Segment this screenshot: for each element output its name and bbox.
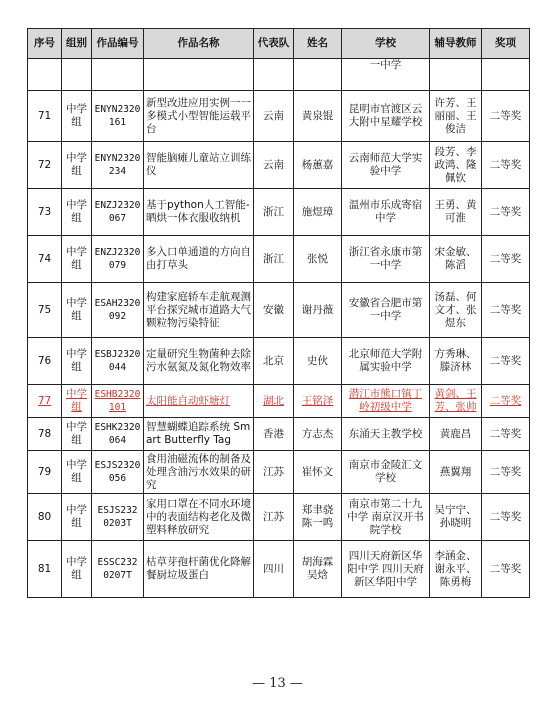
table-row [28, 385, 530, 418]
cell-code: ESJS232 0203T [92, 494, 144, 541]
cell-name: 胡海霖 吴焓 [294, 541, 342, 598]
cell-award: 二等奖 [482, 338, 530, 385]
cell-school: 云南师范大学实验中学 [342, 142, 430, 189]
table-row [28, 189, 530, 236]
cell-title: 多入口单通道的方向自由打草头 [144, 236, 254, 283]
cell-title: 智慧蝴蝶追踪系统 Smart Butterfly Tag [144, 418, 254, 451]
cell-name: 黄泉锟 [294, 91, 342, 142]
cell-school: 温州市乐成寄宿中学 [342, 189, 430, 236]
cell-name: 张悦 [294, 236, 342, 283]
header-teacher: 辅导教师 [430, 29, 482, 59]
cell-teacher: 宋金敏、陈滔 [430, 236, 482, 283]
cell-teacher [430, 385, 482, 418]
cell-code: ESHK2320064 [92, 418, 144, 451]
cell-title: 智能脑瘫儿童站立训练仪 [144, 142, 254, 189]
cell-teacher: 李涵金、谢永平、陈勇梅 [430, 541, 482, 598]
table-row [28, 142, 530, 189]
cell-group: 中学组 [62, 338, 92, 385]
cell-name [294, 385, 342, 418]
cell-team-text: 湖北 [263, 394, 284, 407]
cell-teacher: 吴宁宁、孙晓明 [430, 494, 482, 541]
table-row [28, 91, 530, 142]
table-row [28, 541, 530, 598]
cell-award: 二等奖 [482, 494, 530, 541]
cell-teacher: 燕翼翔 [430, 451, 482, 494]
cell-teacher: 王勇、黄可淮 [430, 189, 482, 236]
cell-school: 南京市金陵汇文学校 [342, 451, 430, 494]
cell-group [62, 385, 92, 418]
cell-name-text: 王铭泽 [301, 394, 334, 407]
cell-title: 构建家庭轿车走航观测平台探究城市道路大气颗粒物污染特征 [144, 283, 254, 338]
cell-team: 浙江 [254, 236, 294, 283]
cell-name: 郑聿骁 陈一鸣 [294, 494, 342, 541]
cell-group: 中学组 [62, 451, 92, 494]
cell-name: 施煜璋 [294, 189, 342, 236]
cell-code [92, 385, 144, 418]
cell-team: 江苏 [254, 451, 294, 494]
cell-title: 基于python人工智能-晒烘一体衣服收纳机 [144, 189, 254, 236]
cell-school: 四川天府新区华阳中学 四川天府新区华阳中学 [342, 541, 430, 598]
cell-name: 崔怀文 [294, 451, 342, 494]
cell-teacher: 方秀琳、滕济林 [430, 338, 482, 385]
cell-code: ESJS2320056 [92, 451, 144, 494]
header-title: 作品名称 [144, 29, 254, 59]
cell-school [342, 385, 430, 418]
cell-teacher: 段芳、李政鸿、隆佩钦 [430, 142, 482, 189]
cell-no: 71 [28, 91, 62, 142]
cell-group-text: 中学组 [66, 388, 87, 413]
award-table-sheet [27, 28, 529, 598]
cell-no: 78 [28, 418, 62, 451]
cell-team: 江苏 [254, 494, 294, 541]
cell-award: 二等奖 [482, 236, 530, 283]
cell-teacher: 黄鹿昌 [430, 418, 482, 451]
table-row-partial [28, 59, 530, 91]
cell-award: 二等奖 [482, 541, 530, 598]
cell-title: 定量研究生物菌种去除污水氨氮及氮化物效率 [144, 338, 254, 385]
table-row [28, 338, 530, 385]
cell-award: 二等奖 [482, 91, 530, 142]
table-body [28, 59, 530, 598]
cell-group: 中学组 [62, 189, 92, 236]
cell-team: 云南 [254, 142, 294, 189]
cell-award: 二等奖 [482, 142, 530, 189]
cell-name: 谢丹薇 [294, 283, 342, 338]
cell-school: 南京市第二十九中学 南京汉开书院学校 [342, 494, 430, 541]
cell-team: 北京 [254, 338, 294, 385]
cell-award: 二等奖 [482, 418, 530, 451]
cell-group: 中学组 [62, 283, 92, 338]
table-row [28, 236, 530, 283]
cell-code: ENZJ2320079 [92, 236, 144, 283]
cell-school: 昆明市官渡区云大附中星耀学校 [342, 91, 430, 142]
award-table [27, 28, 530, 598]
cell-title [144, 385, 254, 418]
table-row [28, 494, 530, 541]
cell-code: ESAH2320092 [92, 283, 144, 338]
table-row [28, 418, 530, 451]
cell-teacher-text: 黄剑、王芳、张帅 [434, 388, 477, 413]
cell-team [254, 385, 294, 418]
header-no: 序号 [28, 29, 62, 59]
cell-team: 香港 [254, 418, 294, 451]
header-code: 作品编号 [92, 29, 144, 59]
cell-code-text: ESHB2320101 [94, 389, 141, 413]
cell-team: 四川 [254, 541, 294, 598]
cell-group: 中学组 [62, 418, 92, 451]
cell-no: 76 [28, 338, 62, 385]
cell-award [482, 385, 530, 418]
cell-code: ESBJ2320044 [92, 338, 144, 385]
table-header-row [28, 29, 530, 59]
cell-no: 72 [28, 142, 62, 189]
cell-code: ENYN2320234 [92, 142, 144, 189]
header-team: 代表队 [254, 29, 294, 59]
cell-team: 安徽 [254, 283, 294, 338]
cell-no: 80 [28, 494, 62, 541]
cell-award: 二等奖 [482, 283, 530, 338]
cell-code: ESSC232 0207T [92, 541, 144, 598]
cell-group: 中学组 [62, 494, 92, 541]
cell-school: 浙江省永康市第一中学 [342, 236, 430, 283]
cell-no: 79 [28, 451, 62, 494]
cell-title: 食用油磁流体的制备及处理含油污水效果的研究 [144, 451, 254, 494]
cell-title: 新型改进应用实例一一多模式小型智能运载平台 [144, 91, 254, 142]
cell-name: 杨蕙嘉 [294, 142, 342, 189]
cell-team: 浙江 [254, 189, 294, 236]
cell-school: 东涌天主教学校 [342, 418, 430, 451]
cell-group: 中学组 [62, 142, 92, 189]
header-name: 姓名 [294, 29, 342, 59]
cell-title: 枯草芽孢杆菌优化降解餐厨垃圾蛋白 [144, 541, 254, 598]
cell-school-text: 潜江市熊口镇丁岭初级中学 [348, 388, 423, 413]
cell-name: 史伙 [294, 338, 342, 385]
cell-school: 北京师范大学附属实验中学 [342, 338, 430, 385]
cell-title: 家用口罩在不同水环境中的表面结构老化及微塑料释放研究 [144, 494, 254, 541]
cell-no: 75 [28, 283, 62, 338]
cell-title-text: 太阳能自动虾塘灯 [146, 394, 230, 407]
cell-no: 73 [28, 189, 62, 236]
page-number: — 13 — [252, 676, 303, 691]
cell-award-text: 二等奖 [489, 394, 522, 407]
cell-school: 一中学 [342, 59, 430, 91]
cell-award: 二等奖 [482, 189, 530, 236]
cell-team: 云南 [254, 91, 294, 142]
table-row [28, 451, 530, 494]
cell-no [28, 385, 62, 418]
header-school: 学校 [342, 29, 430, 59]
header-group: 组别 [62, 29, 92, 59]
cell-group: 中学组 [62, 91, 92, 142]
cell-school: 安徽省合肥市第一中学 [342, 283, 430, 338]
cell-code: ENYN2320161 [92, 91, 144, 142]
cell-award: 二等奖 [482, 451, 530, 494]
cell-no: 81 [28, 541, 62, 598]
cell-no: 74 [28, 236, 62, 283]
cell-group: 中学组 [62, 236, 92, 283]
cell-name: 方志杰 [294, 418, 342, 451]
cell-teacher: 汤磊、何文才、张煜东 [430, 283, 482, 338]
cell-no-text: 77 [37, 394, 52, 407]
cell-code: ENZJ2320067 [92, 189, 144, 236]
cell-group: 中学组 [62, 541, 92, 598]
cell-teacher: 许芳、王丽丽、王俊洁 [430, 91, 482, 142]
table-row [28, 283, 530, 338]
header-award: 奖项 [482, 29, 530, 59]
